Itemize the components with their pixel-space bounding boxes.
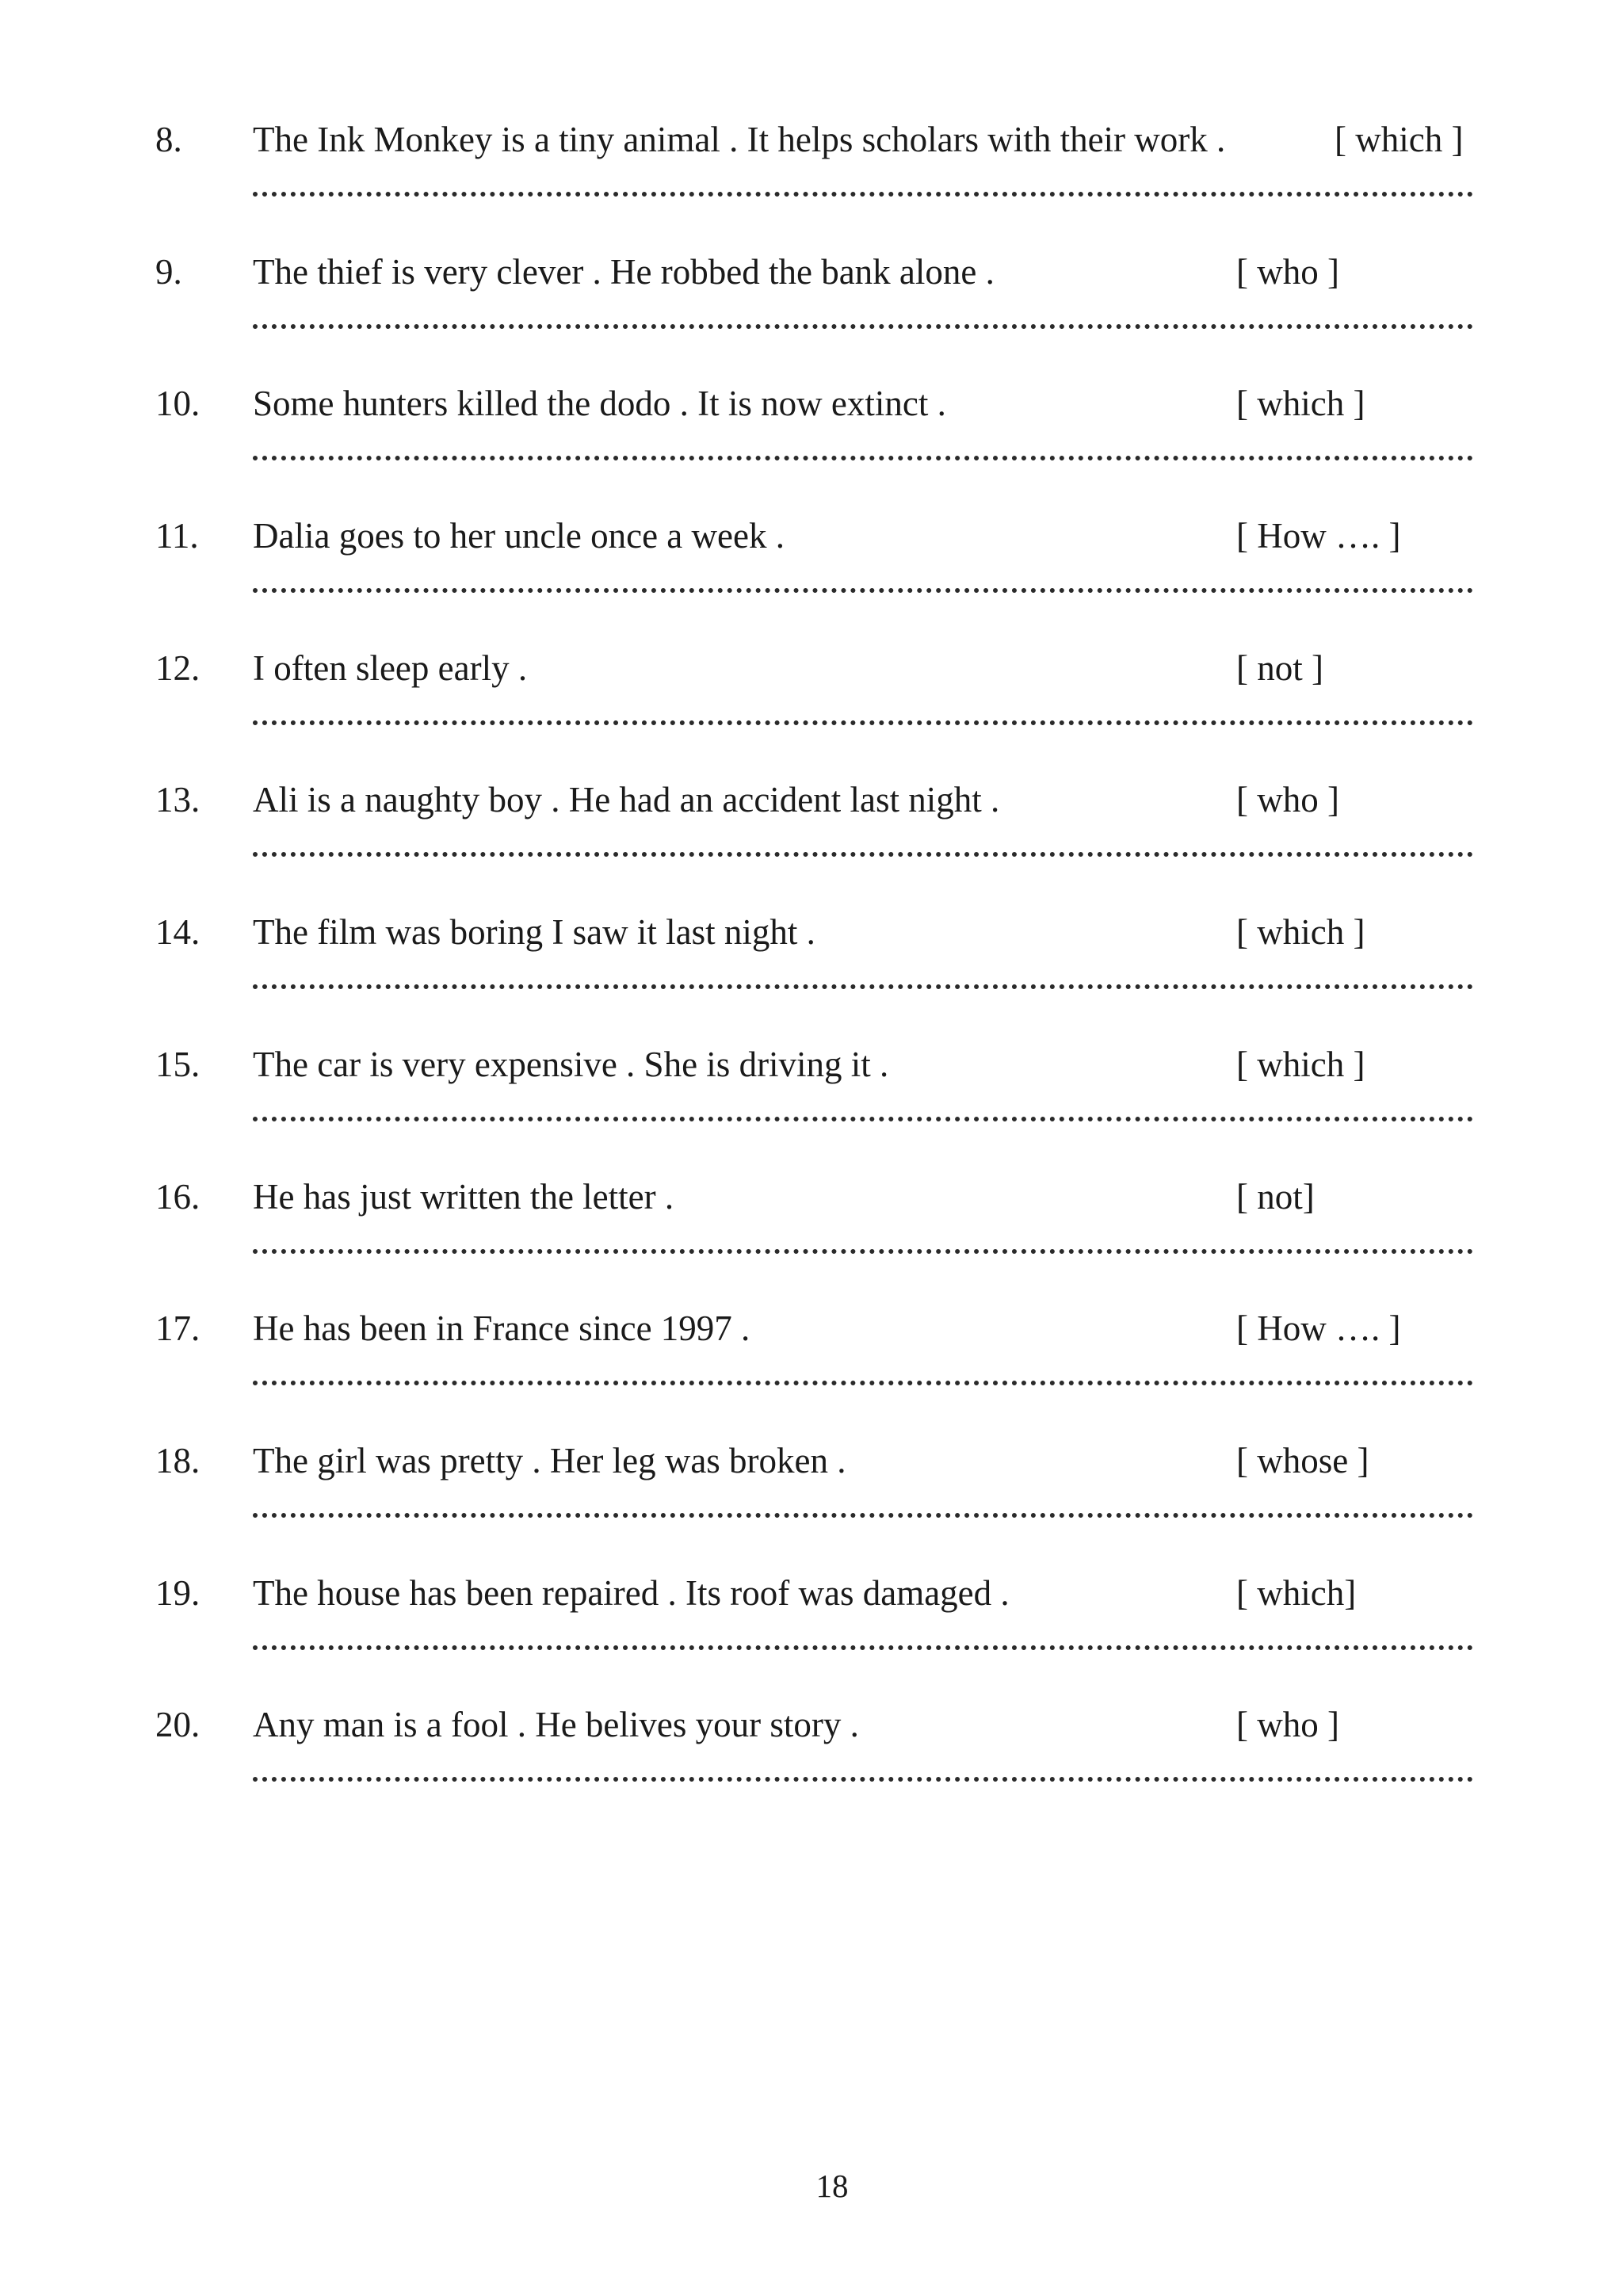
answer-line[interactable] [253,984,1473,989]
item-hint: [ How …. ] [1236,1308,1401,1349]
exercise-item-9 [0,242,1623,374]
item-number: 13. [155,780,200,820]
item-hint: [ How …. ] [1236,516,1401,556]
item-number: 18. [155,1440,200,1480]
item-sentence: I often sleep early . [253,648,528,688]
item-sentence: The thief is very clever . He robbed the bank alone . [253,251,995,292]
answer-line[interactable] [253,720,1473,725]
exercise-item-18 [0,1431,1623,1563]
exercise-item-8 [0,109,1623,242]
answer-line[interactable] [253,1381,1473,1385]
exercise-item-19 [0,1563,1623,1695]
answer-line[interactable] [253,1249,1473,1254]
exercise-item-13 [0,770,1623,902]
item-hint: [ who ] [1236,1705,1339,1745]
item-hint: [ which ] [1236,384,1365,424]
item-hint: [ which ] [1335,120,1464,159]
exercise-item-12 [0,638,1623,770]
item-hint: [ which ] [1236,1044,1365,1084]
exercise-item-20 [0,1694,1623,1827]
item-hint: [ who ] [1236,251,1339,292]
item-sentence: The house has been repaired . Its roof was damaged . [253,1572,1010,1613]
answer-line[interactable] [253,192,1473,197]
item-number: 19. [155,1572,200,1613]
item-hint: [ which] [1236,1572,1357,1613]
answer-line[interactable] [253,588,1473,593]
exercise-list [0,109,1623,1827]
exercise-item-17 [0,1298,1623,1431]
item-hint: [ who ] [1236,780,1339,820]
item-number: 14. [155,912,200,953]
item-number: 10. [155,384,200,424]
item-sentence: Any man is a fool . He belives your story . [253,1705,859,1745]
item-sentence: The car is very expensive . She is driving it . [253,1044,889,1084]
exercise-item-15 [0,1034,1623,1167]
item-sentence: He has just written the letter . [253,1176,674,1217]
item-number: 12. [155,648,200,688]
item-number: 16. [155,1176,200,1217]
item-sentence: Dalia goes to her uncle once a week . [253,516,785,556]
item-hint: [ which ] [1236,912,1365,953]
item-number: 11. [155,516,199,556]
item-sentence: He has been in France since 1997 . [253,1308,750,1349]
item-number: 20. [155,1705,200,1745]
page-number: 18 [815,2168,849,2204]
answer-line[interactable] [253,1777,1473,1782]
exercise-item-14 [0,902,1623,1034]
item-hint: [ not ] [1236,648,1323,688]
item-sentence: Some hunters killed the dodo . It is now extinct . [253,384,946,424]
item-sentence: The film was boring I saw it last night . [253,912,815,953]
exercise-item-16 [0,1167,1623,1299]
item-sentence: Ali is a naughty boy . He had an accident last night . [253,780,1000,820]
exercise-item-11 [0,506,1623,638]
item-number: 17. [155,1308,200,1349]
answer-line[interactable] [253,456,1473,460]
answer-line[interactable] [253,1645,1473,1650]
answer-line[interactable] [253,1117,1473,1121]
item-number: 15. [155,1044,200,1084]
item-number: 9. [155,251,182,292]
item-number: 8. [155,120,182,159]
item-sentence: The Ink Monkey is a tiny animal . It helps scholars with their work . [253,120,1226,159]
item-sentence: The girl was pretty . Her leg was broken . [253,1440,846,1480]
answer-line[interactable] [253,852,1473,857]
item-hint: [ not] [1236,1176,1315,1217]
answer-line[interactable] [253,324,1473,329]
item-hint: [ whose ] [1236,1440,1369,1480]
exercise-item-10 [0,373,1623,506]
answer-line[interactable] [253,1513,1473,1518]
